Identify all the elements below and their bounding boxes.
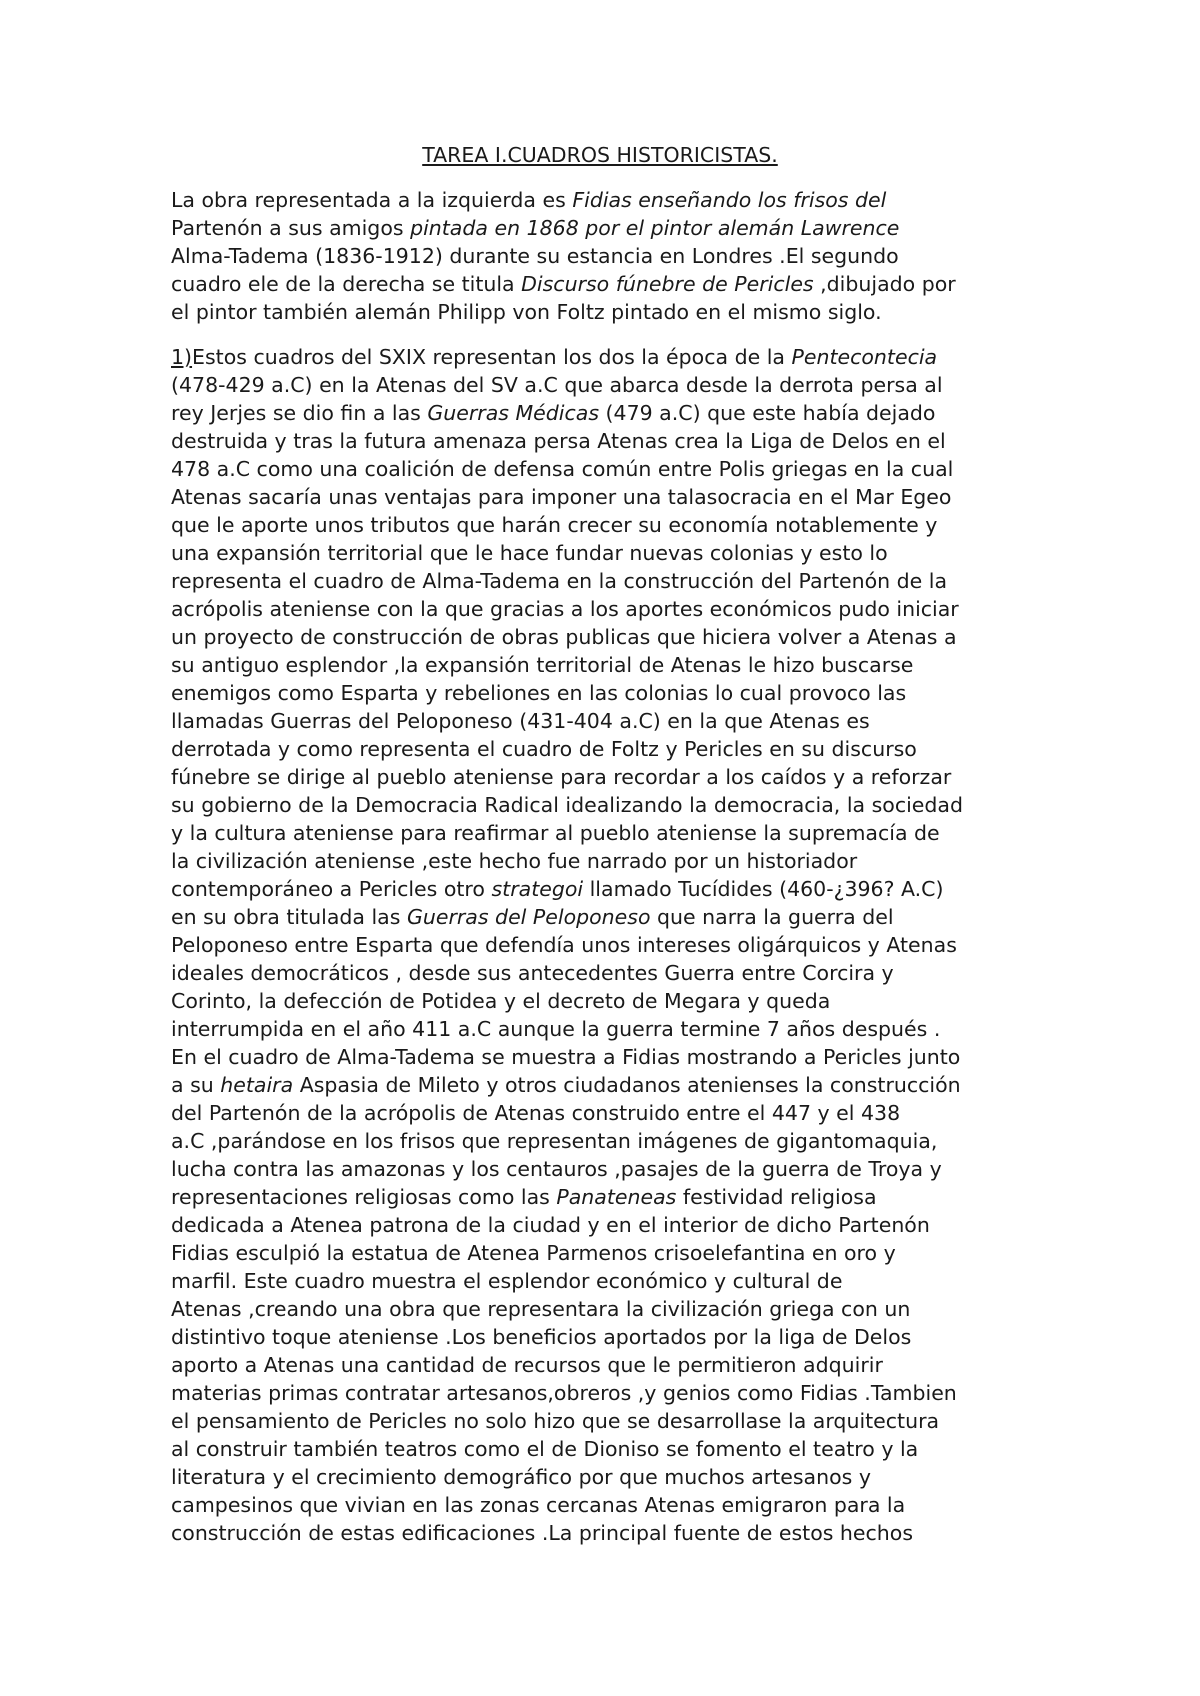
- intro-paragraph: [171, 186, 1051, 326]
- text-line: [171, 399, 1051, 427]
- text-segment: lucha contra las amazonas y los centauros ,pasajes de la guerra de Troya y: [171, 1157, 942, 1181]
- text-line: [171, 875, 1051, 903]
- text-segment: construcción de estas edificaciones .La principal fuente de estos hechos: [171, 1521, 914, 1545]
- text-segment: al construir también teatros como el de Dioniso se fomento el teatro y la: [171, 1437, 919, 1461]
- text-segment: representa el cuadro de Alma-Tadema en la construcción del Partenón de la: [171, 569, 948, 593]
- text-line: [171, 735, 1051, 763]
- text-segment: campesinos que vivian en las zonas cercanas Atenas emigraron para la: [171, 1493, 906, 1517]
- text-segment: La obra representada a la izquierda es: [171, 188, 573, 212]
- text-line: [171, 1071, 1051, 1099]
- text-line: [171, 1519, 1051, 1547]
- text-segment: destruida y tras la futura amenaza persa Atenas crea la Liga de Delos en el: [171, 429, 946, 453]
- text-line: [171, 1323, 1051, 1351]
- section-number: 1): [171, 345, 193, 369]
- text-line: [171, 1015, 1051, 1043]
- italic-text: strategoi: [491, 877, 584, 901]
- text-segment: Atenas sacaría unas ventajas para imponer una talasocracia en el Mar Egeo: [171, 485, 952, 509]
- text-segment: un proyecto de construcción de obras publicas que hiciera volver a Atenas a: [171, 625, 957, 649]
- italic-text: Guerras del Peloponeso: [406, 905, 651, 929]
- text-line: [171, 1463, 1051, 1491]
- text-line: [171, 1267, 1051, 1295]
- text-segment: Aspasia de Mileto y otros ciudadanos atenienses la construcción: [293, 1073, 961, 1097]
- text-line: [171, 539, 1051, 567]
- text-line: [171, 1407, 1051, 1435]
- text-line: [171, 1351, 1051, 1379]
- text-segment: enemigos como Esparta y rebeliones en las colonias lo cual provoco las: [171, 681, 907, 705]
- text-segment: Peloponeso entre Esparta que defendía unos intereses oligárquicos y Atenas: [171, 933, 957, 957]
- text-segment: a.C ,parándose en los frisos que representan imágenes de gigantomaquia,: [171, 1129, 938, 1153]
- text-line: [171, 242, 1051, 270]
- text-segment: en su obra titulada las: [171, 905, 407, 929]
- text-line: [171, 1435, 1051, 1463]
- text-line: [171, 847, 1051, 875]
- text-line: [171, 343, 1051, 371]
- text-segment: llamadas Guerras del Peloponeso (431-404 a.C) en la que Atenas es: [171, 709, 870, 733]
- text-segment: acrópolis ateniense con la que gracias a los aportes económicos pudo iniciar: [171, 597, 959, 621]
- text-segment: (479 a.C) que este había dejado: [599, 401, 936, 425]
- text-line: [171, 511, 1051, 539]
- text-segment: Atenas ,creando una obra que representara la civilización griega con un: [171, 1297, 911, 1321]
- page-title: TAREA I.CUADROS HISTORICISTAS.: [422, 143, 778, 167]
- text-segment: representaciones religiosas como las: [171, 1185, 557, 1209]
- text-segment: ,dibujado por: [813, 272, 956, 296]
- italic-text: Fidias enseñando los frisos del: [572, 188, 887, 212]
- italic-text: Panateneas: [556, 1185, 677, 1209]
- text-line: [171, 707, 1051, 735]
- text-line: [171, 651, 1051, 679]
- text-segment: dedicada a Atenea patrona de la ciudad y en el interior de dicho Partenón: [171, 1213, 930, 1237]
- text-segment: Corinto, la defección de Potidea y el decreto de Megara y queda: [171, 989, 831, 1013]
- text-line: [171, 903, 1051, 931]
- text-segment: fúnebre se dirige al pueblo ateniense para recordar a los caídos y a reforzar: [171, 765, 952, 789]
- text-segment: rey Jerjes se dio fin a las: [171, 401, 428, 425]
- text-segment: contemporáneo a Pericles otro: [171, 877, 492, 901]
- text-segment: del Partenón de la acrópolis de Atenas construido entre el 447 y el 438: [171, 1101, 901, 1125]
- text-line: [171, 791, 1051, 819]
- text-line: [171, 1099, 1051, 1127]
- text-line: [171, 270, 1051, 298]
- text-segment: festividad religiosa: [676, 1185, 877, 1209]
- text-segment: aporto a Atenas una cantidad de recursos que le permitieron adquirir: [171, 1353, 883, 1377]
- text-line: [171, 298, 1051, 326]
- text-segment: Fidias esculpió la estatua de Atenea Parmenos crisoelefantina en oro y: [171, 1241, 896, 1265]
- text-line: [171, 819, 1051, 847]
- text-line: [171, 931, 1051, 959]
- text-line: [171, 959, 1051, 987]
- text-segment: una expansión territorial que le hace fundar nuevas colonias y esto lo: [171, 541, 888, 565]
- text-line: [171, 427, 1051, 455]
- text-line: [171, 679, 1051, 707]
- text-line: [171, 483, 1051, 511]
- text-segment: materias primas contratar artesanos,obreros ,y genios como Fidias .Tambien: [171, 1381, 957, 1405]
- text-line: [171, 1239, 1051, 1267]
- text-line: [171, 1183, 1051, 1211]
- text-segment: su gobierno de la Democracia Radical idealizando la democracia, la sociedad: [171, 793, 963, 817]
- text-segment: marfil. Este cuadro muestra el esplendor económico y cultural de: [171, 1269, 843, 1293]
- text-line: [171, 623, 1051, 651]
- italic-text: hetaira: [220, 1073, 294, 1097]
- text-line: [171, 1127, 1051, 1155]
- text-segment: Alma-Tadema (1836-1912) durante su estancia en Londres .El segundo: [171, 244, 899, 268]
- body-paragraph: [171, 343, 1051, 1547]
- text-segment: y la cultura ateniense para reafirmar al pueblo ateniense la supremacía de: [171, 821, 940, 845]
- text-segment: llamado Tucídides (460-¿396? A.C): [583, 877, 944, 901]
- text-segment: cuadro ele de la derecha se titula: [171, 272, 522, 296]
- text-segment: ideales democráticos , desde sus antecedentes Guerra entre Corcira y: [171, 961, 894, 985]
- italic-text: Pentecontecia: [791, 345, 938, 369]
- text-segment: que le aporte unos tributos que harán crecer su economía notablemente y: [171, 513, 938, 537]
- text-line: [171, 595, 1051, 623]
- text-line: [171, 1043, 1051, 1071]
- text-line: [171, 987, 1051, 1015]
- text-line: [171, 214, 1051, 242]
- text-segment: Partenón a sus amigos: [171, 216, 404, 240]
- text-segment: Estos cuadros del SXIX representan los dos la época de la: [192, 345, 792, 369]
- italic-text: pintada en 1868 por el pintor alemán Lawrence: [403, 216, 900, 240]
- text-segment: 478 a.C como una coalición de defensa común entre Polis griegas en la cual: [171, 457, 954, 481]
- text-line: [171, 567, 1051, 595]
- text-segment: literatura y el crecimiento demográfico por que muchos artesanos y: [171, 1465, 871, 1489]
- text-line: [171, 371, 1051, 399]
- text-segment: el pensamiento de Pericles no solo hizo que se desarrollase la arquitectura: [171, 1409, 940, 1433]
- text-segment: (478-429 a.C) en la Atenas del SV a.C que abarca desde la derrota persa al: [171, 373, 943, 397]
- text-line: [171, 1295, 1051, 1323]
- text-line: [171, 186, 1051, 214]
- text-segment: su antiguo esplendor ,la expansión territorial de Atenas le hizo buscarse: [171, 653, 914, 677]
- italic-text: Guerras Médicas: [427, 401, 600, 425]
- text-segment: a su: [171, 1073, 221, 1097]
- text-segment: derrotada y como representa el cuadro de Foltz y Pericles en su discurso: [171, 737, 917, 761]
- text-line: [171, 1379, 1051, 1407]
- text-line: [171, 1155, 1051, 1183]
- italic-text: Discurso fúnebre de Pericles: [521, 272, 814, 296]
- text-segment: que narra la guerra del: [650, 905, 894, 929]
- text-line: [171, 763, 1051, 791]
- text-segment: el pintor también alemán Philipp von Foltz pintado en el mismo siglo.: [171, 300, 882, 324]
- text-segment: distintivo toque ateniense .Los beneficios aportados por la liga de Delos: [171, 1325, 912, 1349]
- text-line: [171, 455, 1051, 483]
- text-line: [171, 1211, 1051, 1239]
- text-segment: interrumpida en el año 411 a.C aunque la guerra termine 7 años después .: [171, 1017, 941, 1041]
- text-line: [171, 1491, 1051, 1519]
- text-segment: la civilización ateniense ,este hecho fue narrado por un historiador: [171, 849, 858, 873]
- text-segment: En el cuadro de Alma-Tadema se muestra a Fidias mostrando a Pericles junto: [171, 1045, 961, 1069]
